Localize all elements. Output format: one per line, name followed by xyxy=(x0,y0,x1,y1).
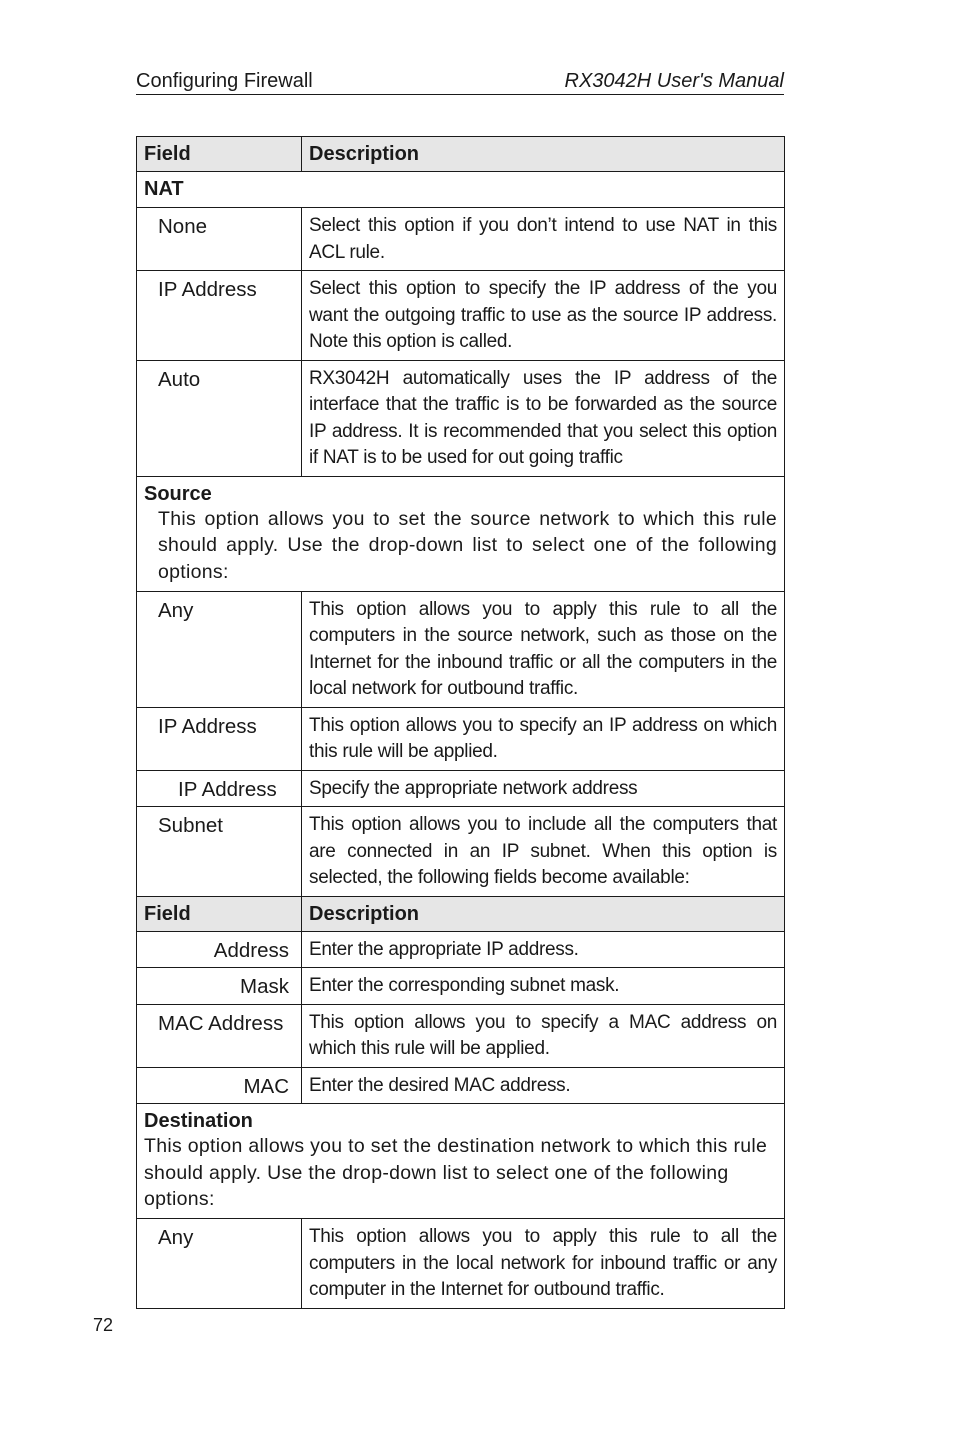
field-name: IP Address xyxy=(158,278,257,301)
field-description: This option allows you to apply this rule to all the computers in the source network, such as those on the Internet for the inbound traffic or all the computers in the local network for outbound traffic. xyxy=(309,598,777,699)
field-name: Mask xyxy=(240,975,289,998)
table-row xyxy=(137,208,785,271)
field-name: Any xyxy=(158,598,194,622)
description-cell xyxy=(302,931,785,968)
field-description: This option allows you to apply this rule to all the computers in the local network for inbound traffic or any computer in the Internet for outbound traffic. xyxy=(309,1226,777,1300)
header-field-cell xyxy=(137,137,302,172)
description-cell xyxy=(302,591,785,707)
field-cell xyxy=(137,770,302,807)
page-header xyxy=(136,68,784,95)
section-row-nat xyxy=(137,172,785,208)
section-title-destination: Destination xyxy=(144,1110,253,1132)
description-cell xyxy=(302,271,785,361)
manual-title: RX3042H User's Manual xyxy=(564,70,784,92)
table-row xyxy=(137,271,785,361)
field-description: This option allows you to include all the computers that are connected in an IP subnet. When this option is selected, the following fields become available: xyxy=(309,814,777,888)
table-row xyxy=(137,360,785,476)
table-row xyxy=(137,968,785,1005)
subheader-description-cell xyxy=(302,896,785,931)
description-cell xyxy=(302,1219,785,1309)
section-body-destination: This option allows you to set the destination network to which this rule should apply. Use the drop-down list to select one of the following options: xyxy=(144,1135,768,1210)
section-cell xyxy=(137,1104,785,1219)
field-cell xyxy=(137,1219,302,1309)
section-row-destination xyxy=(137,1104,785,1219)
field-cell xyxy=(137,807,302,897)
field-cell xyxy=(137,591,302,707)
table-header-row xyxy=(137,137,785,172)
table-row xyxy=(137,1004,785,1067)
field-cell xyxy=(137,360,302,476)
field-name: MAC Address xyxy=(158,1011,284,1035)
field-cell xyxy=(137,1004,302,1067)
field-name: MAC xyxy=(243,1074,289,1098)
page-number: 72 xyxy=(93,1315,114,1335)
description-cell xyxy=(302,1004,785,1067)
table-row xyxy=(137,931,785,968)
field-name: Subnet xyxy=(158,814,223,837)
field-name: None xyxy=(158,215,208,238)
field-cell xyxy=(137,931,302,968)
field-description: Specify the appropriate network address xyxy=(309,777,638,799)
subheader-field-cell xyxy=(137,896,302,931)
field-cell xyxy=(137,271,302,361)
field-cell xyxy=(137,1067,302,1104)
section-cell xyxy=(137,476,785,591)
table-row xyxy=(137,591,785,707)
field-name: IP Address xyxy=(178,777,277,801)
field-cell xyxy=(137,968,302,1005)
field-description-table xyxy=(136,136,785,1309)
table-subheader-row xyxy=(137,896,785,931)
field-description: Enter the corresponding subnet mask. xyxy=(309,975,620,996)
section-cell xyxy=(137,172,785,208)
field-cell xyxy=(137,707,302,770)
chapter-title: Configuring Firewall xyxy=(136,70,313,92)
section-title-source: Source xyxy=(144,482,212,505)
field-description: Select this option if you don’t intend to use NAT in this ACL rule. xyxy=(309,215,777,263)
table-row xyxy=(137,707,785,770)
description-cell xyxy=(302,770,785,807)
field-description: This option allows you to specify an IP address on which this rule will be applied. xyxy=(309,714,777,762)
field-description: RX3042H automatically uses the IP address of the interface that the traffic is to be forwarded as the source IP address. It is recommended that you select this option if NAT is to be used for out going traffic xyxy=(309,367,777,468)
field-cell xyxy=(137,208,302,271)
description-cell xyxy=(302,208,785,271)
table-row xyxy=(137,807,785,897)
description-cell xyxy=(302,1067,785,1104)
field-name: Any xyxy=(158,1226,194,1249)
table-row xyxy=(137,770,785,807)
field-name: Auto xyxy=(158,367,201,391)
table-row xyxy=(137,1219,785,1309)
subheader-description: Description xyxy=(309,902,420,925)
field-description: This option allows you to specify a MAC address on which this rule will be applied. xyxy=(309,1011,777,1059)
header-description: Description xyxy=(309,143,420,165)
header-field: Field xyxy=(144,143,191,165)
field-description: Enter the appropriate IP address. xyxy=(309,938,579,960)
description-cell xyxy=(302,360,785,476)
section-title-nat: NAT xyxy=(144,178,184,200)
description-cell xyxy=(302,807,785,897)
description-cell xyxy=(302,707,785,770)
description-cell xyxy=(302,968,785,1005)
field-description: Select this option to specify the IP address of the you want the outgoing traffic to use as the source IP address. Note this option is called. xyxy=(309,278,777,352)
table-row xyxy=(137,1067,785,1104)
header-description-cell xyxy=(302,137,785,172)
section-body-source: This option allows you to set the source network to which this rule should apply. Use the drop-down list to select one of the following options: xyxy=(158,507,777,583)
section-row-source xyxy=(137,476,785,591)
field-name: IP Address xyxy=(158,714,257,738)
field-name: Address xyxy=(213,938,289,962)
field-description: Enter the desired MAC address. xyxy=(309,1074,571,1096)
subheader-field: Field xyxy=(144,902,191,925)
